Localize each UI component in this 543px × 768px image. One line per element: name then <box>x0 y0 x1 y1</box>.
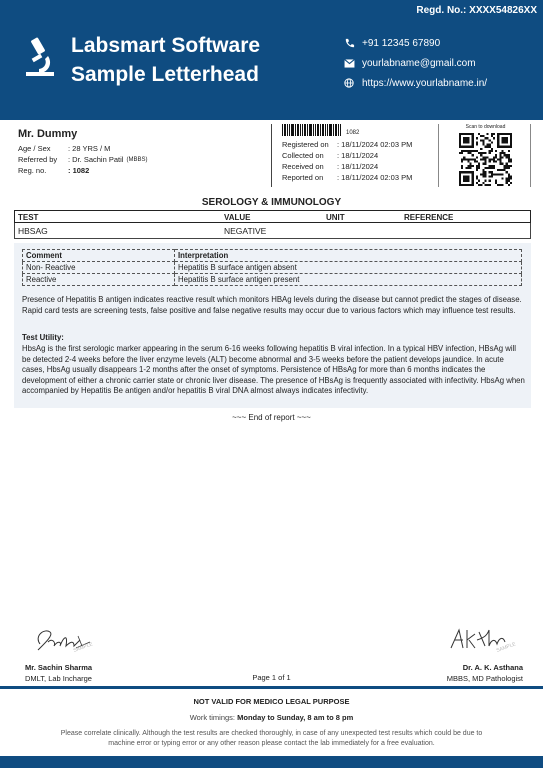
phone-number: +91 12345 67890 <box>362 37 441 49</box>
age-sex-row <box>18 143 147 154</box>
comment-table <box>22 249 522 286</box>
timings-value: Monday to Sunday, 8 am to 8 pm <box>237 713 354 722</box>
divider <box>271 124 272 187</box>
regd-number: Regd. No.: XXXX54826XX <box>416 5 537 16</box>
test-utility-text: HbsAg is the first serologic marker appearing in the serum 6-16 weeks following hepatitis B viral infection. In a typical HBV infection, HBsAg will be detected 2-4 weeks before the liver enzyme levels (ALT) become abnormal and 3-5 weeks before the patient develops jaundice. In acute cases, HbsAg usually disappears 1-2 months after the onset of symptoms. Persistence of HBsAg for more than 6 months indicates the development of either a chronic carrier state or chronic liver disease. The presence of HBsAg is frequently associated with infectivity. HbsAg when accompanied by Hepatitis Be antigen and/or hepatitis B viral DNA almost always indicates infectivity. <box>22 344 525 395</box>
reg-row <box>18 165 147 176</box>
referred-value: : Dr. Sachin Patil <box>68 155 124 164</box>
work-timings <box>0 713 543 722</box>
interpretation-panel <box>14 243 531 408</box>
comment-table-header <box>23 250 522 262</box>
email-address[interactable]: yourlabname@gmail.com <box>362 57 476 69</box>
col-unit: UNIT <box>326 213 345 222</box>
contact-email[interactable] <box>343 53 487 73</box>
registration-value: : 18/11/2024 <box>337 151 379 160</box>
contact-phone <box>343 33 487 53</box>
registration-label: Collected on <box>282 151 324 160</box>
patient-name: Mr. Dummy <box>18 128 78 140</box>
table-row <box>14 223 531 239</box>
mail-icon <box>343 57 355 69</box>
signature-right <box>447 622 519 656</box>
comment-header: Comment <box>23 250 175 262</box>
footer-bar <box>0 756 543 768</box>
registration-label: Received on <box>282 162 324 171</box>
registration-info <box>282 124 412 183</box>
note-paragraph: Presence of Hepatitis B antigen indicates reactive result which monitors HBAg levels during the disease but cannot predict the stages of disease. Rapid card tests are screening tests, false positive and false negative results may occur due to various factors which may influence test results. <box>22 295 522 315</box>
letterhead-header <box>0 0 543 120</box>
test-value: NEGATIVE <box>224 226 267 236</box>
contact-website[interactable] <box>343 73 487 93</box>
registration-value: : 18/11/2024 02:03 PM <box>337 173 413 182</box>
col-reference: REFERENCE <box>404 213 454 222</box>
interpretation-cell: Hepatitis B surface antigen absent <box>175 262 522 274</box>
signer-left-name: Mr. Sachin Sharma <box>25 663 93 672</box>
age-sex-label: Age / Sex <box>18 144 51 153</box>
globe-icon <box>343 77 355 89</box>
registration-value: : 18/11/2024 02:03 PM <box>337 140 413 149</box>
signature-left <box>30 622 96 656</box>
referred-row <box>18 154 147 165</box>
qr-section <box>438 124 531 187</box>
brand-line-1: Labsmart Software <box>71 34 261 57</box>
results-header <box>14 210 531 223</box>
registration-value: : 18/11/2024 <box>337 162 379 171</box>
qr-code-icon[interactable] <box>459 133 512 186</box>
referred-note: (MBBS) <box>126 156 148 163</box>
phone-icon <box>343 37 355 49</box>
table-row <box>23 262 522 274</box>
registration-row <box>282 139 412 150</box>
microscope-logo-icon <box>22 36 58 80</box>
test-utility-title: Test Utility: <box>22 333 64 342</box>
contact-list <box>343 33 487 93</box>
patient-info <box>18 128 147 176</box>
registration-label: Reported on <box>282 173 324 182</box>
svg-text:SAMPLE: SAMPLE <box>495 641 517 654</box>
signer-left-title: DMLT, Lab Incharge <box>25 674 92 683</box>
comment-cell: Reactive <box>23 274 175 286</box>
barcode <box>282 124 412 136</box>
registration-row <box>282 161 412 172</box>
page-number: Page 1 of 1 <box>252 673 291 682</box>
footer-rule <box>0 686 543 689</box>
registration-row <box>282 172 412 183</box>
signer-right <box>447 662 523 684</box>
comment-cell: Non- Reactive <box>23 262 175 274</box>
interpretation-cell: Hepatitis B surface antigen present <box>175 274 522 286</box>
test-name: HBSAG <box>18 226 48 236</box>
reg-value: : 1082 <box>68 166 90 175</box>
table-row <box>23 274 522 286</box>
website-link[interactable]: https://www.yourlabname.in/ <box>362 77 488 89</box>
svg-text:SAMPLE: SAMPLE <box>72 641 94 654</box>
registration-rows <box>282 139 412 183</box>
signer-right-name: Dr. A. K. Asthana <box>462 663 523 672</box>
reg-label: Reg. no. <box>18 166 47 175</box>
brand-line-2: Sample Letterhead <box>71 63 259 86</box>
not-valid-notice: NOT VALID FOR MEDICO LEGAL PURPOSE <box>193 697 350 706</box>
registration-row <box>282 150 412 161</box>
col-test: TEST <box>18 213 39 222</box>
timings-label: Work timings: <box>189 713 236 722</box>
registration-label: Registered on <box>282 140 329 149</box>
referred-label: Referred by <box>18 155 58 164</box>
qr-caption: Scan to download <box>465 124 506 130</box>
barcode-number: 1082 <box>346 130 360 136</box>
brand-name <box>71 31 260 89</box>
end-of-report: ~~~ End of report ~~~ <box>232 413 311 422</box>
section-title: SEROLOGY & IMMUNOLOGY <box>201 197 342 208</box>
age-sex-value: : 28 YRS / M <box>68 144 111 153</box>
disclaimer: Please correlate clinically. Although the test results are checked thoroughly, in case of any unexpected test results which could be due to machine error or typing error or any other reason please contact the lab immediately for a free evaluation. <box>60 730 483 747</box>
signer-right-title: MBBS, MD Pathologist <box>446 674 523 683</box>
col-value: VALUE <box>224 213 251 222</box>
interpretation-header: Interpretation <box>175 250 522 262</box>
